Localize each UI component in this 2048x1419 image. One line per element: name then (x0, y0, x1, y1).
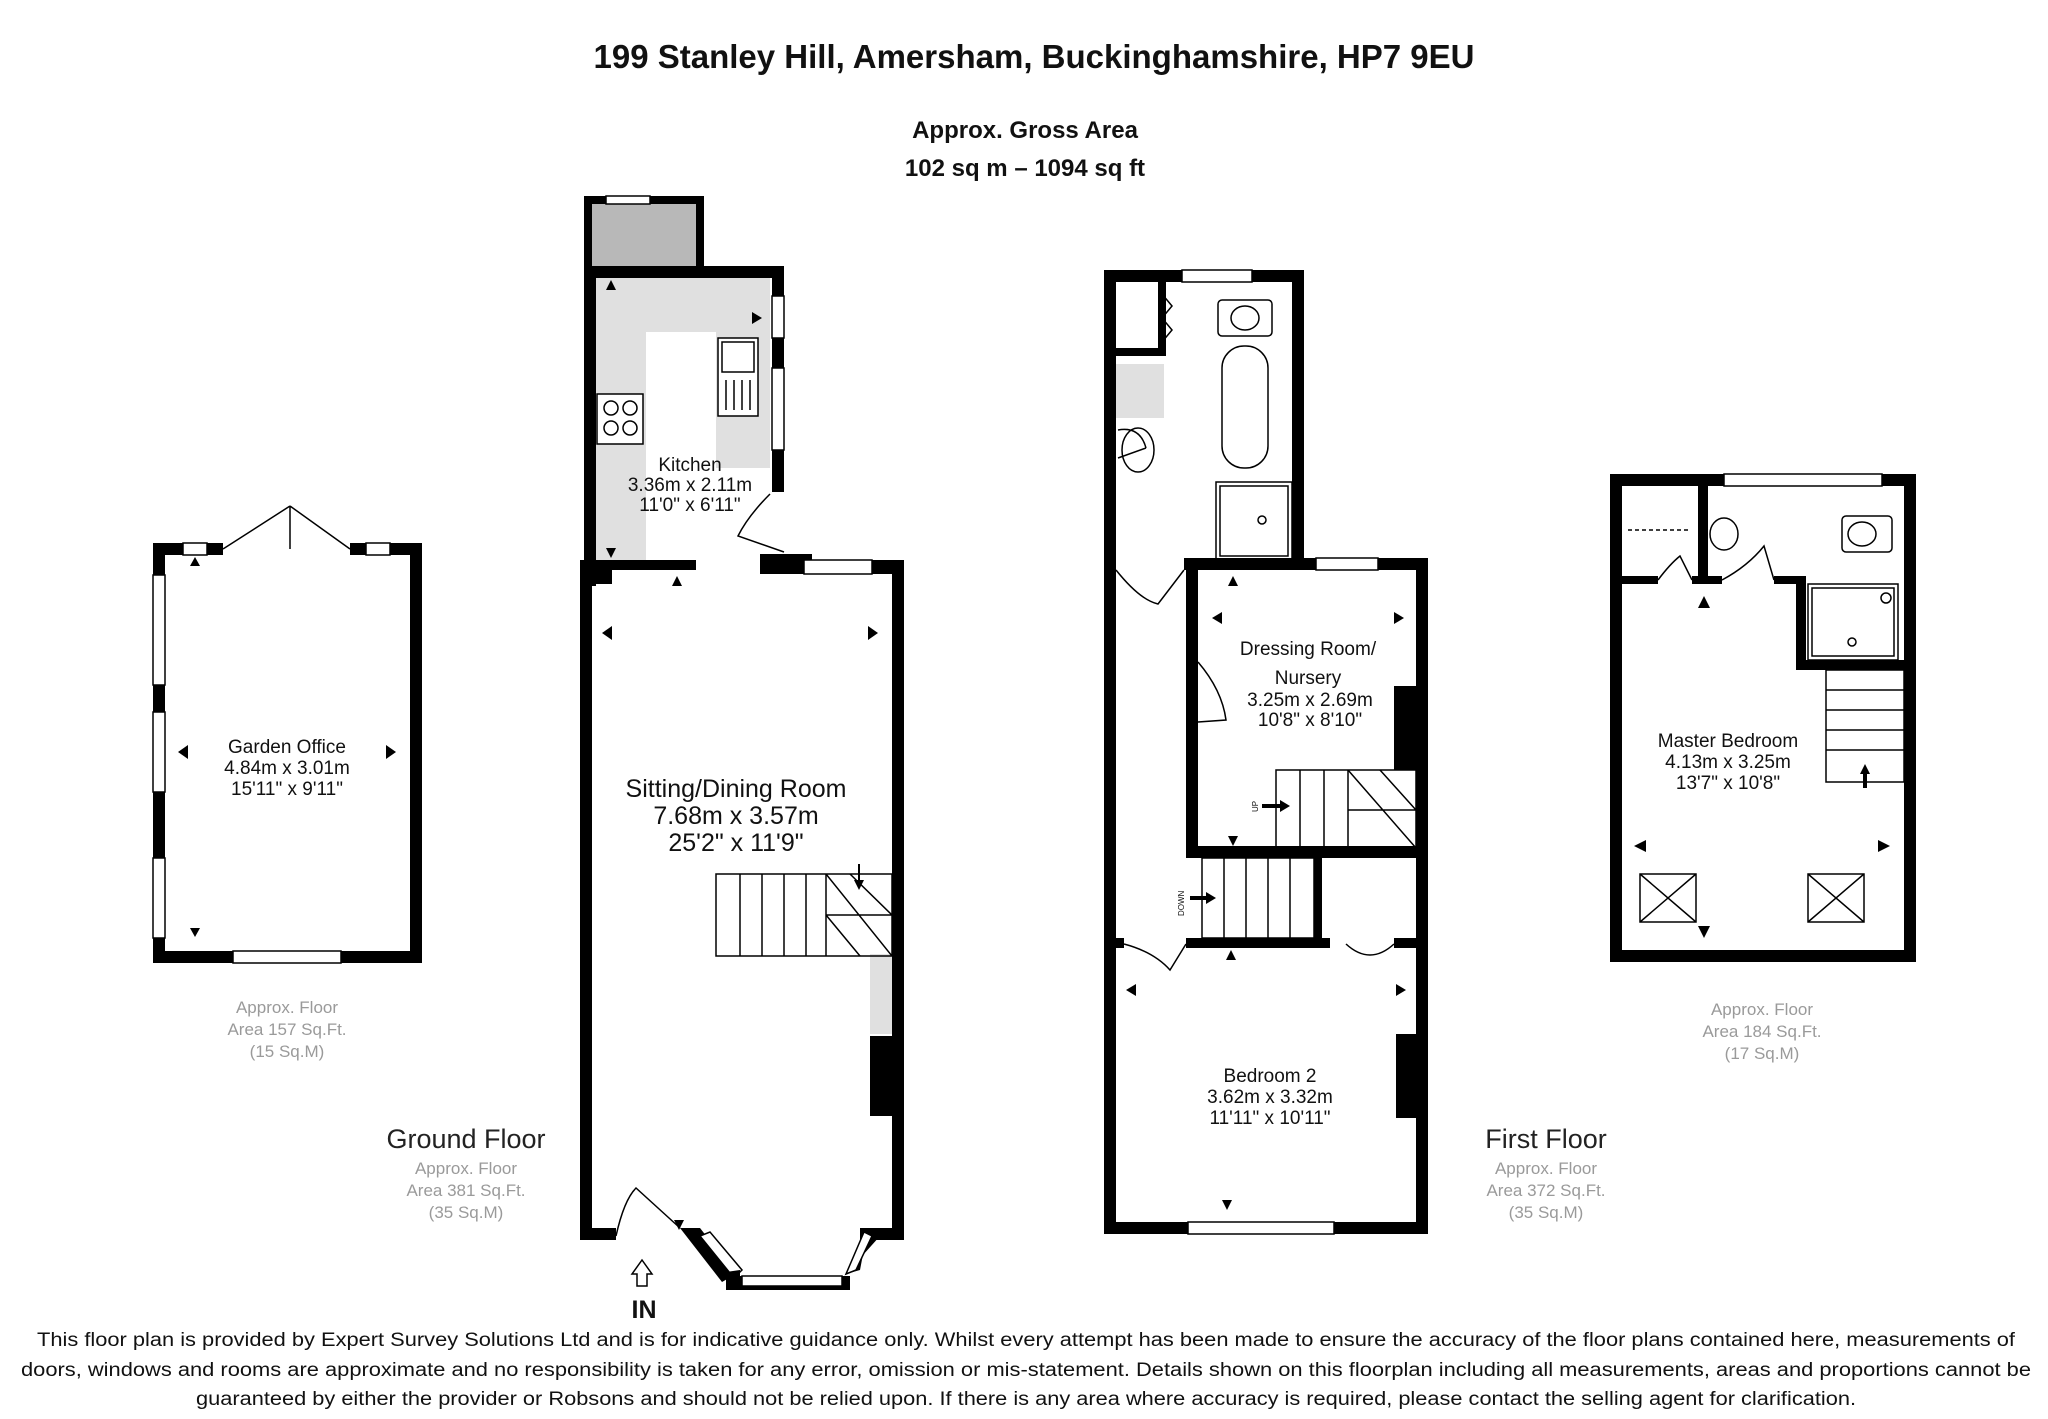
dressing-room-name-line1: Dressing Room/ (1239, 639, 1377, 660)
first-floor-plan (1104, 270, 1607, 1234)
sitting-dining-imperial: 25'2" x 11'9" (668, 829, 804, 857)
stair-label-up: UP (1251, 800, 1260, 812)
gross-area-heading: Approx. Gross Area (912, 117, 1138, 144)
second-floor-area-line1: Approx. Floor (1710, 1000, 1814, 1019)
garden-office-area-line1: Approx. Floor (235, 998, 339, 1017)
second-floor-area-line3: (17 Sq.M) (1724, 1044, 1800, 1063)
ground-floor-area-line1: Approx. Floor (414, 1159, 518, 1178)
master-bedroom-imperial: 13'7" x 10'8" (1675, 773, 1781, 794)
sitting-dining-metric: 7.68m x 3.57m (653, 802, 819, 830)
bedroom2-metric: 3.62m x 3.32m (1207, 1087, 1333, 1108)
garden-office-imperial: 15'11" x 9'11" (231, 779, 343, 800)
disclaimer-line-3: guaranteed by either the provider or Robsons and should not be relied upon. If there is any area where accuracy is required, please contact the selling agent for clarification. (196, 1389, 1856, 1410)
first-floor-area-line2: Area 372 Sq.Ft. (1486, 1181, 1606, 1200)
garden-office-area-line2: Area 157 Sq.Ft. (227, 1020, 347, 1039)
dressing-room-metric: 3.25m x 2.69m (1247, 690, 1373, 711)
kitchen-imperial: 11'0" x 6'11" (639, 495, 741, 516)
ground-floor-label: Ground Floor (386, 1124, 546, 1154)
stair-label-down: DOWN (1177, 890, 1186, 916)
garden-office-area-line3: (15 Sq.M) (249, 1042, 325, 1061)
garden-office-plan (153, 506, 422, 1061)
second-floor-area-line2: Area 184 Sq.Ft. (1702, 1022, 1822, 1041)
ground-floor-area-line3: (35 Sq.M) (428, 1203, 504, 1222)
entrance-label: IN (631, 1296, 657, 1324)
first-floor-area-line1: Approx. Floor (1494, 1159, 1598, 1178)
gross-area-value: 102 sq m – 1094 sq ft (904, 155, 1146, 182)
page-title: 199 Stanley Hill, Amersham, Buckinghamshire, HP7 9EU (593, 38, 1475, 75)
second-floor-plan (1610, 474, 1916, 1063)
disclaimer-line-2: doors, windows and rooms are approximate and no responsibility is taken for any error, omission or mis-statement. Details shown on this floorplan including all measurements, areas and proportions cannot be (21, 1360, 2031, 1381)
kitchen-metric: 3.36m x 2.11m (627, 475, 753, 496)
disclaimer-line-1: This floor plan is provided by Expert Survey Solutions Ltd and is for indicative guidance only. Whilst every attempt has been made to ensure the accuracy of the floor plans contained here, measurements of (37, 1330, 2016, 1351)
bedroom2-imperial: 11'11" x 10'11" (1209, 1108, 1331, 1129)
master-bedroom-name: Master Bedroom (1657, 731, 1799, 752)
ground-floor-plan (386, 196, 904, 1324)
ground-floor-area-line2: Area 381 Sq.Ft. (406, 1181, 526, 1200)
garden-office-name: Garden Office (228, 737, 346, 758)
dressing-room-name-line2: Nursery (1274, 668, 1342, 689)
first-floor-area-line3: (35 Sq.M) (1508, 1203, 1584, 1222)
sitting-dining-name: Sitting/Dining Room (625, 775, 847, 803)
garden-office-metric: 4.84m x 3.01m (224, 758, 350, 779)
master-bedroom-metric: 4.13m x 3.25m (1665, 752, 1791, 773)
first-floor-label: First Floor (1485, 1124, 1607, 1154)
kitchen-name: Kitchen (658, 455, 722, 476)
bedroom2-name: Bedroom 2 (1223, 1066, 1317, 1087)
dressing-room-imperial: 10'8" x 8'10" (1257, 710, 1363, 731)
